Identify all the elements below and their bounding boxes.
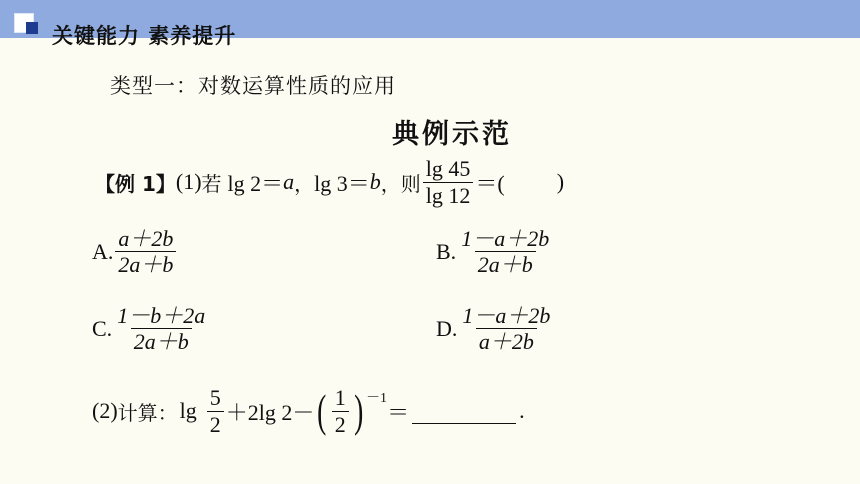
option-fraction xyxy=(458,226,552,278)
fraction-denominator: lg 12 xyxy=(423,182,474,208)
option-a xyxy=(92,226,178,278)
option-d xyxy=(436,303,555,355)
var-b: b xyxy=(369,169,381,194)
fraction-numerator: 5 xyxy=(209,385,221,411)
fraction-denominator: 2 xyxy=(332,411,349,437)
fraction-denominator: 2a＋b xyxy=(131,328,192,354)
condition-1: lg 2＝ xyxy=(227,170,284,196)
fraction-denominator: 2a＋b xyxy=(475,251,536,277)
fraction-denominator: 2 xyxy=(207,411,224,437)
equals-sign: ＝ xyxy=(387,399,410,425)
example-label: 【例 1】 xyxy=(95,171,176,196)
fraction-numerator: lg 45 xyxy=(425,156,471,182)
comma: ， xyxy=(380,171,401,196)
fraction-denominator: a＋2b xyxy=(476,328,537,354)
fraction-numerator: a＋2b xyxy=(118,226,174,251)
fraction-numerator: 1－a＋2b xyxy=(462,303,551,328)
part-label: (1) xyxy=(175,169,202,194)
option-b xyxy=(436,226,554,278)
part-label: (2) xyxy=(92,398,118,423)
close-paren: ) xyxy=(556,169,565,194)
logo-square-accent-icon xyxy=(26,22,38,34)
example-1-question xyxy=(95,152,564,212)
option-fraction xyxy=(115,226,176,278)
exponent: －1 xyxy=(366,391,388,406)
text-ze: 则 xyxy=(400,171,421,196)
fraction-numerator: 1－b＋2a xyxy=(117,303,206,328)
section-title: 类型一：对数运算性质的应用 xyxy=(110,74,396,98)
fraction-one-half xyxy=(332,385,349,437)
option-letter: A. xyxy=(92,238,114,264)
option-fraction xyxy=(114,303,208,355)
option-letter: B. xyxy=(436,238,457,264)
condition-2: lg 3＝ xyxy=(314,170,370,196)
header-title: 关键能力 素养提升 xyxy=(52,24,237,48)
option-c xyxy=(92,303,210,355)
close-paren: ) xyxy=(353,385,363,436)
example-1-part-2 xyxy=(92,382,525,440)
fraction-denominator: 2a＋b xyxy=(115,251,176,277)
answer-blank[interactable] xyxy=(412,399,516,424)
fraction-numerator: 1－a＋2b xyxy=(461,226,550,251)
lg-symbol: lg xyxy=(179,398,197,423)
fraction-numerator: 1 xyxy=(334,385,346,411)
middle-expression: ＋2lg 2－ xyxy=(225,399,315,425)
equals-open-paren: ＝( xyxy=(475,170,505,196)
var-a: a xyxy=(283,169,295,194)
open-paren: ( xyxy=(317,385,327,436)
period: . xyxy=(519,398,525,423)
part-text: 计算： xyxy=(117,400,178,425)
option-letter: D. xyxy=(436,315,458,341)
question-fraction xyxy=(423,156,474,208)
comma: ， xyxy=(294,171,315,196)
option-letter: C. xyxy=(92,315,113,341)
text-ruo: 若 xyxy=(201,171,222,196)
option-fraction xyxy=(459,303,553,355)
fraction-five-halves xyxy=(207,385,224,437)
subtitle: 典例示范 xyxy=(392,119,512,150)
